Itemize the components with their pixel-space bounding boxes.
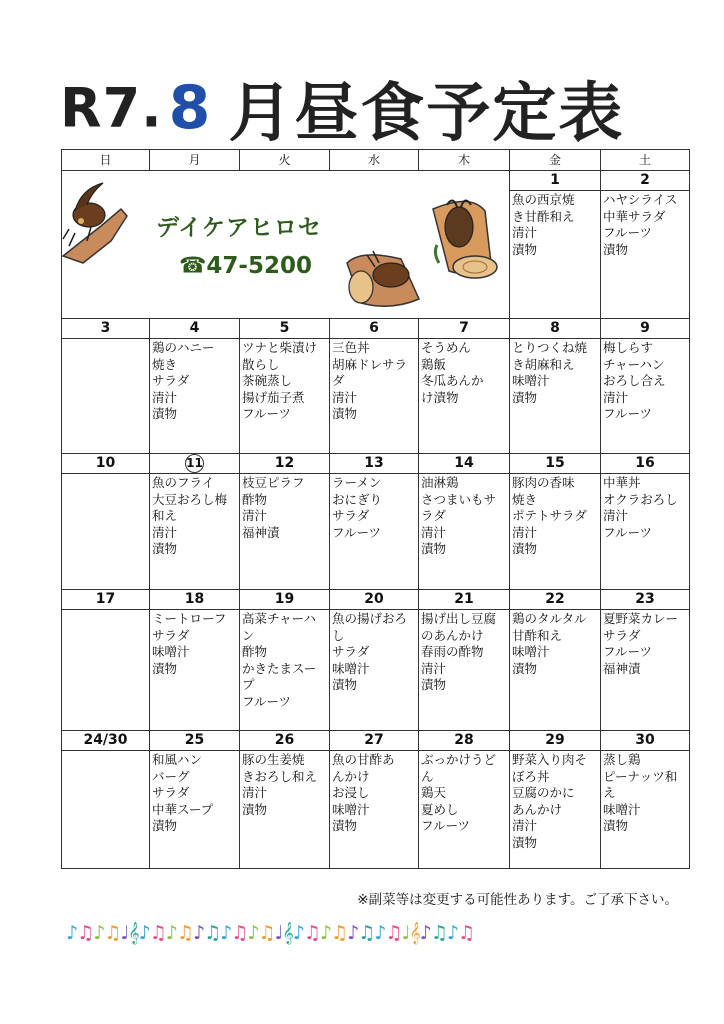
calendar-day-cell <box>329 590 418 731</box>
menu-item: フルーツ <box>603 524 653 540</box>
day-menu <box>152 340 238 423</box>
menu-item: 梅しらす <box>603 340 654 355</box>
day-number: 2 <box>601 171 689 191</box>
day-number: 9 <box>601 319 689 339</box>
menu-item: フルーツ <box>603 225 653 241</box>
menu-item: 揚げ茄子煮 <box>242 389 305 405</box>
menu-item: んかけ <box>332 768 370 784</box>
menu-item: かきたまスー <box>242 660 317 676</box>
weekday-header: 土 <box>600 149 690 171</box>
menu-item: 味噌汁 <box>512 644 550 660</box>
weekday-header: 木 <box>418 149 509 171</box>
menu-item: フルーツ <box>421 818 471 834</box>
calendar-day-cell <box>61 731 149 869</box>
menu-item: そうめん <box>421 340 472 355</box>
day-menu <box>512 611 599 677</box>
menu-item: 魚の西京焼 <box>512 192 575 207</box>
music-note-icon: ♪ <box>165 922 177 944</box>
menu-item: ポテトサラダ <box>512 508 587 524</box>
day-menu <box>242 340 328 423</box>
day-number: 24/30 <box>62 731 149 751</box>
music-note-icon: ♩ <box>401 922 410 944</box>
menu-item: ピーナッツ和 <box>603 768 678 784</box>
menu-item: 春雨の酢物 <box>421 644 484 660</box>
menu-item: 散らし <box>242 356 280 372</box>
menu-item: チャーハン <box>603 356 665 372</box>
day-menu <box>332 340 417 423</box>
menu-item: 焼き <box>152 356 178 372</box>
weekday-header: 火 <box>239 149 329 171</box>
music-note-icon: ♫ <box>204 922 221 944</box>
day-menu <box>512 475 599 558</box>
day-menu <box>603 752 688 835</box>
menu-item: 味噌汁 <box>332 801 370 817</box>
day-number: 26 <box>240 731 329 751</box>
day-number: 5 <box>240 319 329 339</box>
music-note-icon: ♫ <box>385 922 402 944</box>
menu-item: 清汁 <box>421 524 447 540</box>
music-note-icon: ♫ <box>331 922 348 944</box>
calendar-day-cell <box>239 731 329 869</box>
music-note-icon: ♪ <box>446 922 458 944</box>
music-note-icon: ♫ <box>258 922 275 944</box>
phone-line <box>179 253 312 279</box>
menu-item: サラダ <box>603 627 641 643</box>
day-number: 22 <box>510 590 600 610</box>
menu-item: 魚の甘酢あ <box>332 752 395 767</box>
menu-item: 三色丼 <box>332 340 370 355</box>
music-note-icon: ♪ <box>319 922 332 944</box>
menu-item: 清汁 <box>242 508 268 524</box>
calendar-day-cell <box>509 319 600 454</box>
menu-item: 酢物 <box>242 491 268 507</box>
music-note-icon: ♪ <box>419 922 431 944</box>
menu-item: 福神漬 <box>242 524 280 540</box>
day-number: 12 <box>240 454 329 474</box>
menu-item: 清汁 <box>512 524 538 540</box>
day-menu <box>332 475 417 541</box>
weekday-header: 水 <box>329 149 418 171</box>
daycare-banner <box>61 171 510 319</box>
weekday-header: 日 <box>61 149 149 171</box>
calendar-day-cell <box>329 319 418 454</box>
phone-number: 47-5200 <box>206 253 312 279</box>
menu-item: 漬物 <box>512 541 538 557</box>
menu-item: ぶっかけうど <box>421 752 497 767</box>
music-note-icon: ♫ <box>358 922 375 944</box>
calendar-day-cell <box>149 590 239 731</box>
calendar-day-cell <box>149 454 239 590</box>
menu-item: フルーツ <box>242 693 292 709</box>
music-note-icon: 𝄞 <box>282 922 293 944</box>
menu-item: ダ <box>332 373 345 389</box>
day-menu <box>421 752 508 835</box>
log-beetle-icon <box>347 251 419 306</box>
day-number: 30 <box>601 731 689 751</box>
day-number: 10 <box>62 454 149 474</box>
menu-item: 漬物 <box>332 677 358 693</box>
menu-item: 清汁 <box>603 508 629 524</box>
menu-item: 魚のフライ <box>152 475 215 490</box>
menu-item: 胡麻ドレサラ <box>332 356 408 372</box>
calendar-day-cell <box>600 590 690 731</box>
page-title <box>60 62 700 151</box>
menu-item: 酢物 <box>242 644 268 660</box>
menu-item: サラダ <box>152 627 190 643</box>
day-menu <box>512 192 599 258</box>
menu-item: 清汁 <box>421 660 447 676</box>
music-note-icon: ♫ <box>458 922 475 944</box>
menu-item: 漬物 <box>332 818 358 834</box>
menu-item: 揚げ出し豆腐 <box>421 611 497 626</box>
menu-item: 夏野菜カレー <box>603 611 679 626</box>
calendar-day-cell <box>239 319 329 454</box>
day-number: 7 <box>419 319 509 339</box>
menu-item: ミートローフ <box>152 611 227 626</box>
day-menu <box>421 611 508 694</box>
calendar-day-cell <box>418 590 509 731</box>
music-note-icon: ♪ <box>138 922 150 944</box>
rhino-beetle-icon <box>63 183 127 263</box>
calendar-day-cell <box>149 731 239 869</box>
menu-item: 中華丼 <box>603 475 641 490</box>
weekday-header: 月 <box>149 149 239 171</box>
music-note-icon: ♫ <box>176 922 193 944</box>
day-number: 29 <box>510 731 600 751</box>
menu-item: 漬物 <box>332 406 358 422</box>
menu-item: 蒸し鶏 <box>603 752 641 767</box>
day-number: 13 <box>330 454 418 474</box>
menu-item: 中華スープ <box>152 801 214 817</box>
day-number: 1 <box>510 171 600 191</box>
calendar-day-cell <box>329 731 418 869</box>
music-note-icon: ♪ <box>292 922 304 944</box>
day-number: 28 <box>419 731 509 751</box>
menu-item: 漬物 <box>152 541 178 557</box>
day-menu <box>603 192 688 258</box>
menu-item: 高菜チャーハ <box>242 611 317 626</box>
menu-item: ハヤシライス <box>603 192 678 207</box>
day-menu <box>332 752 417 835</box>
day-number: 18 <box>150 590 239 610</box>
day-number: 27 <box>330 731 418 751</box>
menu-item: 甘酢和え <box>512 627 563 643</box>
menu-item: き甘酢和え <box>512 208 575 224</box>
menu-item: きおろし和え <box>242 768 318 784</box>
menu-item: 冬瓜あんか <box>421 373 484 389</box>
menu-item: 漬物 <box>152 818 178 834</box>
menu-item: バーグ <box>152 768 190 784</box>
menu-item: 清汁 <box>512 818 538 834</box>
menu-item: ツナと柴漬け <box>242 340 318 355</box>
day-menu <box>242 475 328 541</box>
music-note-icon: ♩ <box>120 922 129 944</box>
menu-item: フルーツ <box>603 406 653 422</box>
menu-item: のあんかけ <box>421 627 484 643</box>
menu-item: 中華サラダ <box>603 208 666 224</box>
menu-item: ン <box>242 627 255 643</box>
day-number: 8 <box>510 319 600 339</box>
day-menu <box>512 340 599 406</box>
menu-item: ラダ <box>421 508 446 524</box>
beetle-illustrations <box>61 171 510 319</box>
menu-item: 油淋鶏 <box>421 475 459 490</box>
day-menu <box>332 611 417 694</box>
menu-item: フルーツ <box>242 406 292 422</box>
menu-change-notice: ※副菜等は変更する可能性あります。ご了承下さい。 <box>357 892 678 908</box>
menu-item: 鶏飯 <box>421 356 447 372</box>
menu-item: 清汁 <box>512 225 538 241</box>
weekday-header: 金 <box>509 149 600 171</box>
calendar-day-cell <box>509 171 600 319</box>
menu-item: 大豆おろし梅 <box>152 491 228 507</box>
menu-item: 福神漬 <box>603 660 641 676</box>
calendar-day-cell <box>600 171 690 319</box>
calendar-day-cell <box>239 454 329 590</box>
menu-item: 味噌汁 <box>603 801 641 817</box>
stag-beetle-log-icon <box>433 200 497 278</box>
music-note-icon: ♫ <box>231 922 248 944</box>
menu-item: 清汁 <box>242 785 268 801</box>
day-menu <box>603 611 688 677</box>
calendar-day-cell <box>418 731 509 869</box>
music-note-icon: ♪ <box>192 922 205 944</box>
menu-item: 清汁 <box>152 389 178 405</box>
day-number: 21 <box>419 590 509 610</box>
menu-item: 野菜入り肉そ <box>512 752 588 767</box>
music-note-icon: ♫ <box>77 922 94 944</box>
music-note-icon: ♫ <box>149 922 166 944</box>
menu-item: 焼き <box>512 491 538 507</box>
day-menu <box>152 611 238 677</box>
menu-item: 漬物 <box>242 801 268 817</box>
menu-item: オクラおろし <box>603 491 678 507</box>
day-number: 25 <box>150 731 239 751</box>
day-menu <box>603 475 688 541</box>
music-note-icon: ♫ <box>104 922 121 944</box>
music-note-icon: ♪ <box>93 922 105 944</box>
day-number: 20 <box>330 590 418 610</box>
day-menu <box>603 340 688 423</box>
menu-item: 清汁 <box>332 389 358 405</box>
menu-item: ぼろ丼 <box>512 768 550 784</box>
menu-item: 鶏のハニー <box>152 340 215 355</box>
calendar-day-cell <box>418 319 509 454</box>
daycare-name: デイケアヒロセ <box>156 215 322 241</box>
menu-item: 漬物 <box>603 818 629 834</box>
calendar-day-cell <box>61 590 149 731</box>
menu-item: 清汁 <box>152 524 178 540</box>
menu-item: 豆腐のかに <box>512 785 575 801</box>
menu-item: 漬物 <box>152 406 178 422</box>
music-note-icon: ♪ <box>347 922 359 944</box>
day-number: 4 <box>150 319 239 339</box>
menu-item: フルーツ <box>332 524 382 540</box>
calendar-day-cell <box>509 731 600 869</box>
music-note-icon: ♪ <box>247 922 259 944</box>
music-note-icon: 𝄞 <box>409 922 420 944</box>
menu-item: 漬物 <box>512 389 538 405</box>
menu-item: 和風ハン <box>152 752 203 767</box>
menu-item: え <box>603 785 616 801</box>
menu-item: あんかけ <box>512 801 563 817</box>
music-note-icon: ♪ <box>220 922 232 944</box>
title-year: R7. <box>60 76 163 140</box>
menu-item: サラダ <box>332 508 370 524</box>
calendar-day-cell <box>600 319 690 454</box>
menu-item: プ <box>242 677 255 693</box>
menu-item: ん <box>421 768 434 784</box>
menu-item: ラーメン <box>332 475 382 490</box>
music-note-icon: ♫ <box>303 922 320 944</box>
menu-item: 漬物 <box>512 241 538 257</box>
menu-item: 漬物 <box>512 834 538 850</box>
menu-item: 味噌汁 <box>152 644 190 660</box>
music-note-icon: ♪ <box>66 922 78 944</box>
day-menu <box>242 752 328 818</box>
music-notes-border <box>66 922 474 944</box>
menu-item: おろし合え <box>603 373 666 389</box>
menu-item: 豚の生姜焼 <box>242 752 305 767</box>
menu-item: 味噌汁 <box>332 660 370 676</box>
calendar-day-cell <box>61 319 149 454</box>
title-month: 8 <box>168 73 211 143</box>
menu-item: サラダ <box>152 785 190 801</box>
music-note-icon: ♫ <box>430 922 447 944</box>
day-menu <box>242 611 328 711</box>
day-number: 23 <box>601 590 689 610</box>
menu-item: 夏めし <box>421 801 459 817</box>
menu-item: 清汁 <box>603 389 629 405</box>
menu-item: フルーツ <box>603 644 653 660</box>
menu-item: け漬物 <box>421 389 459 405</box>
day-menu <box>152 475 238 558</box>
day-menu <box>421 475 508 558</box>
calendar-day-cell <box>149 319 239 454</box>
day-number: 16 <box>601 454 689 474</box>
menu-item: 鶏のタルタル <box>512 611 587 626</box>
calendar-day-cell <box>418 454 509 590</box>
menu-item: 漬物 <box>152 660 178 676</box>
menu-item: き胡麻和え <box>512 356 575 372</box>
menu-item: 漬物 <box>421 541 447 557</box>
day-number: 14 <box>419 454 509 474</box>
music-note-icon: ♪ <box>374 922 386 944</box>
menu-item: 鶏天 <box>421 785 447 801</box>
day-menu <box>512 752 599 852</box>
menu-item: さつまいもサ <box>421 491 497 507</box>
calendar-day-cell <box>600 454 690 590</box>
day-number: 17 <box>62 590 149 610</box>
day-number: 6 <box>330 319 418 339</box>
menu-item: おにぎり <box>332 491 383 507</box>
calendar-day-cell <box>509 454 600 590</box>
title-heading: 月昼食予定表 <box>228 77 625 151</box>
calendar-day-cell <box>600 731 690 869</box>
calendar-day-cell <box>61 454 149 590</box>
music-note-icon: 𝄞 <box>128 922 139 944</box>
menu-item: 茶碗蒸し <box>242 373 293 389</box>
menu-item: 味噌汁 <box>512 373 550 389</box>
menu-item: 豚肉の香味 <box>512 475 575 490</box>
day-number: 19 <box>240 590 329 610</box>
menu-item: 漬物 <box>603 241 629 257</box>
menu-item: サラダ <box>332 644 370 660</box>
menu-item: お浸し <box>332 785 370 801</box>
menu-item: 漬物 <box>512 660 538 676</box>
day-menu <box>152 752 238 835</box>
menu-item: 漬物 <box>421 677 447 693</box>
day-number: 11 <box>150 454 239 474</box>
calendar-day-cell <box>239 590 329 731</box>
menu-item: し <box>332 627 345 643</box>
menu-item: 枝豆ピラフ <box>242 475 305 490</box>
day-number: 15 <box>510 454 600 474</box>
calendar-day-cell <box>509 590 600 731</box>
menu-item: とりつくね焼 <box>512 340 588 355</box>
menu-item: 魚の揚げおろ <box>332 611 408 626</box>
music-note-icon: ♩ <box>274 922 283 944</box>
day-menu <box>421 340 508 406</box>
menu-item: サラダ <box>152 373 190 389</box>
menu-item: 和え <box>152 508 178 524</box>
day-number: 3 <box>62 319 149 339</box>
calendar-day-cell <box>329 454 418 590</box>
telephone-icon: ☎ <box>179 253 207 279</box>
